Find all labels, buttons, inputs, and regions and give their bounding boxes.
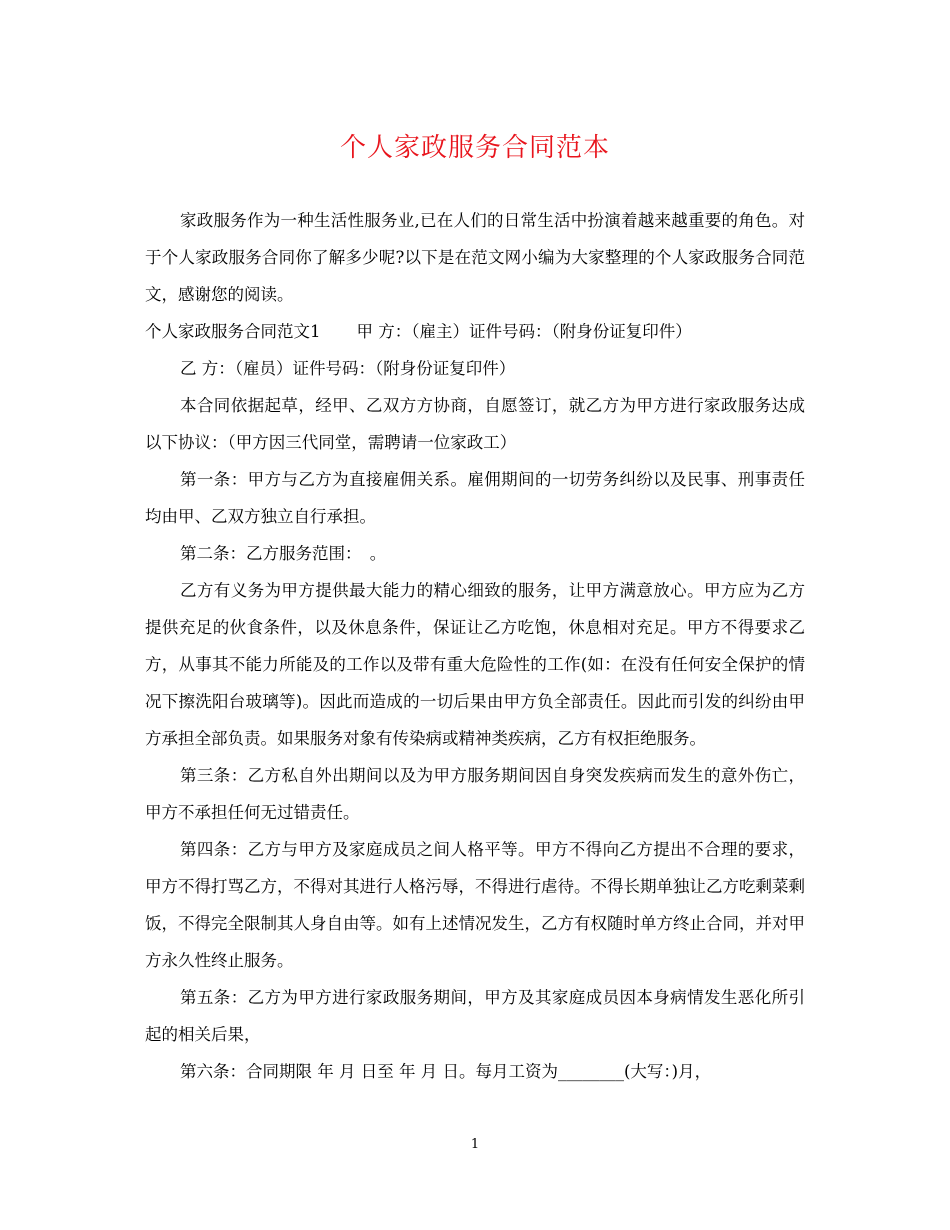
article-6: 第六条：合同期限 年 月 日至 年 月 日。每月工资为________(大写：)月， xyxy=(180,1062,712,1081)
party-a-line: 甲 方：（雇主）证件号码：（附身份证复印件） xyxy=(356,322,692,341)
party-b-line: 乙 方：（雇员）证件号码：（附身份证复印件） xyxy=(180,359,516,378)
agreement-preamble: 本合同依据起草，经甲、乙双方方协商，自愿签订，就乙方为甲方进行家政服务达成以下协议：（甲方因三代同堂，需聘请一位家政工） xyxy=(145,396,805,452)
article-5: 第五条：乙方为甲方进行家政服务期间，甲方及其家庭成员因本身病情发生恶化所引起的相关后果， xyxy=(145,988,805,1044)
document-body xyxy=(145,202,805,1090)
article-4: 第四条：乙方与甲方及家庭成员之间人格平等。甲方不得向乙方提出不合理的要求，甲方不得打骂乙方，不得对其进行人格污辱，不得进行虐待。不得长期单独让乙方吃剩菜剩饭，不得完全限制其人身自由等。如有上述情况发生，乙方有权随时单方终止合同，并对甲方永久性终止服务。 xyxy=(145,840,805,970)
article-1: 第一条：甲方与乙方为直接雇佣关系。雇佣期间的一切劳务纠纷以及民事、刑事责任均由甲、乙双方独立自行承担。 xyxy=(145,470,805,526)
intro-paragraph: 家政服务作为一种生活性服务业,已在人们的日常生活中扮演着越来越重要的角色。对于个人家政服务合同你了解多少呢?以下是在范文网小编为大家整理的个人家政服务合同范文，感谢您的阅读。 xyxy=(145,211,805,304)
contract-sample-label: 个人家政服务合同范文1 xyxy=(145,322,321,341)
article-2-details: 乙方有义务为甲方提供最大能力的精心细致的服务，让甲方满意放心。甲方应为乙方提供充足的伙食条件，以及休息条件，保证让乙方吃饱，休息相对充足。甲方不得要求乙方，从事其不能力所能及的工作以及带有重大危险性的工作(如：在没有任何安全保护的情况下擦洗阳台玻璃等)。因此而造成的一切后果由甲方负全部责任。因此而引发的纠纷由甲方承担全部负责。如果服务对象有传染病或精神类疾病，乙方有权拒绝服务。 xyxy=(145,581,805,748)
page-number: 1 xyxy=(470,1137,480,1152)
document-title: 个人家政服务合同范本 xyxy=(339,133,610,163)
article-3: 第三条：乙方私自外出期间以及为甲方服务期间因自身突发疾病而发生的意外伤亡，甲方不承担任何无过错责任。 xyxy=(145,766,805,822)
article-2: 第二条：乙方服务范围： 。 xyxy=(180,544,387,563)
contract-heading-line xyxy=(145,313,805,350)
